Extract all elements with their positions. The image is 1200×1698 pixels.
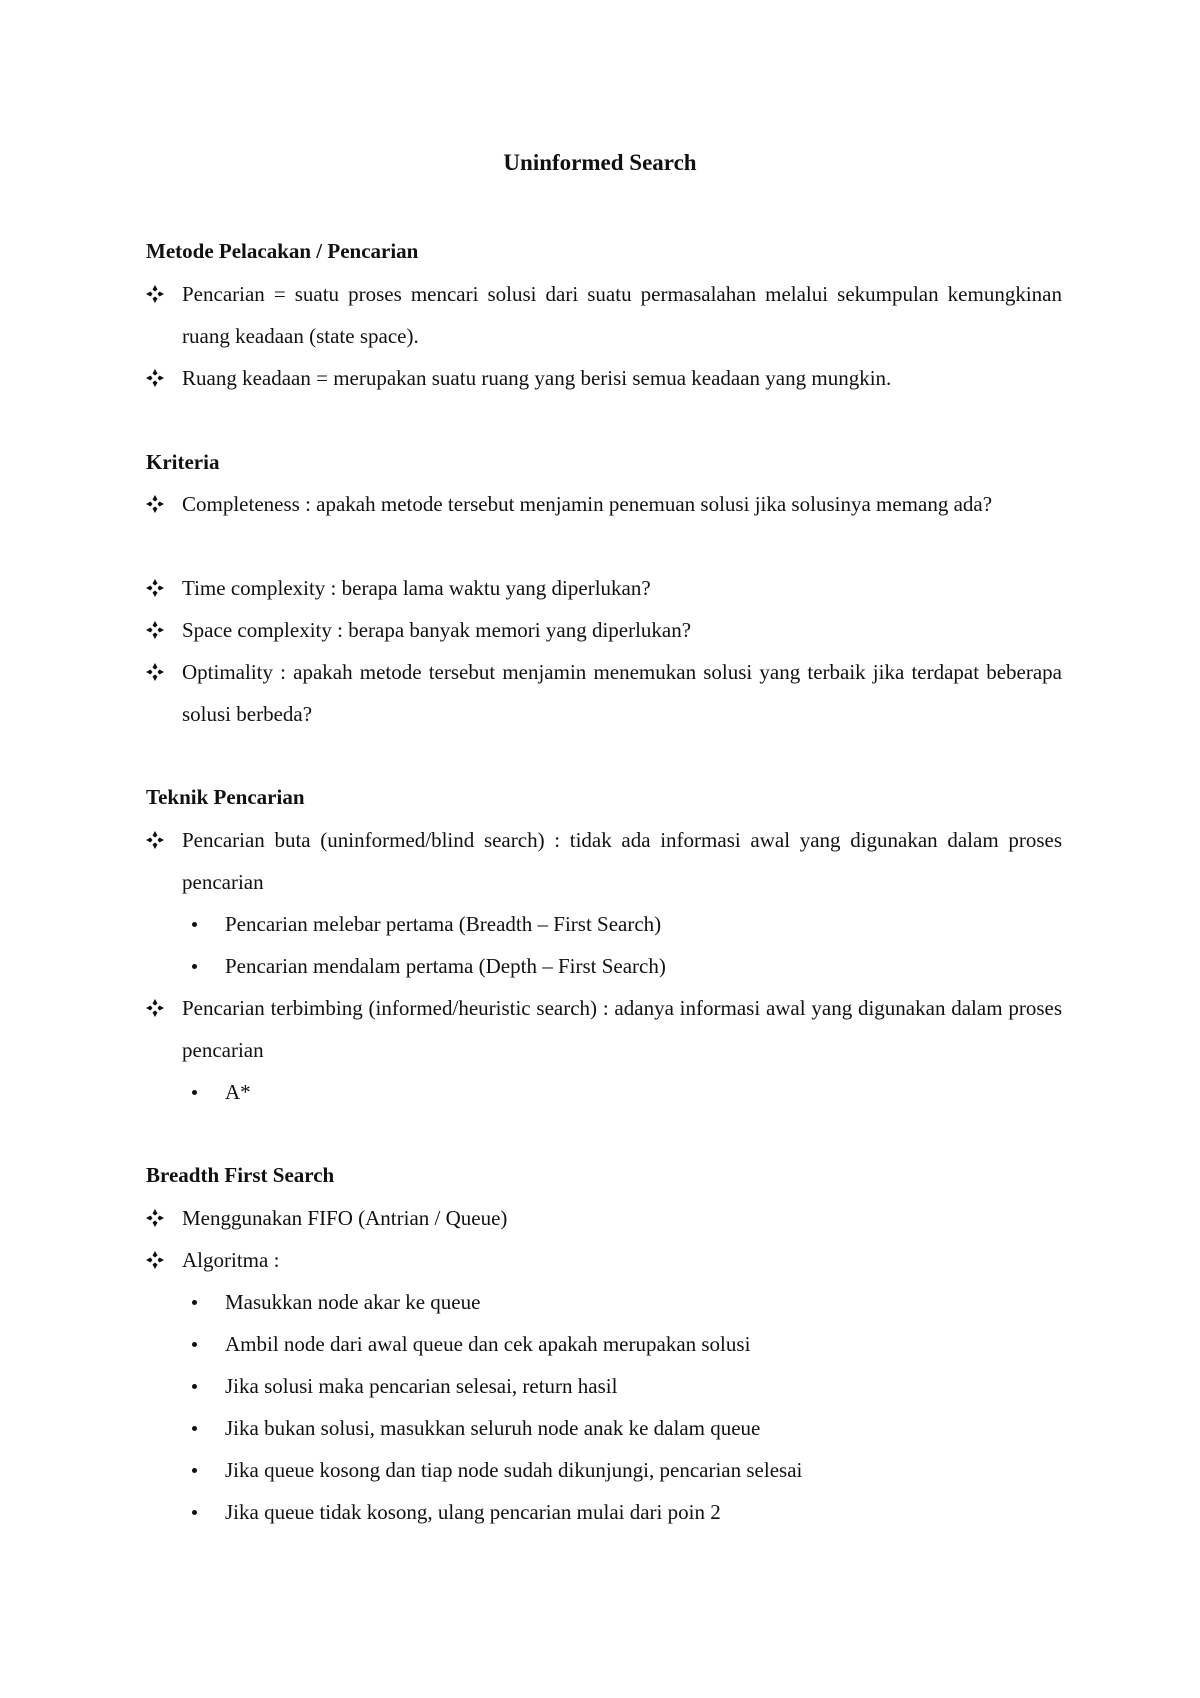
list-item-text: Completeness : apakah metode tersebut menjamin penemuan solusi jika solusinya memang ada? [182,492,993,516]
section-heading-teknik: Teknik Pencarian [146,785,305,809]
diamond-bullet-icon [146,567,182,609]
list-item-text: Pencarian terbimbing (informed/heuristic search) : adanya informasi awal yang digunakan dalam proses pencarian [182,996,1062,1062]
list-item [146,357,1062,399]
list-item [146,483,1062,525]
document-title: Uninformed Search [503,150,697,175]
list-item [146,609,1062,651]
diamond-bullet-icon [146,819,182,861]
bullet-dot-icon [185,1491,225,1533]
bullet-dot-icon [185,1365,225,1407]
sub-list-item-text: Pencarian melebar pertama (Breadth – First Search) [225,912,662,936]
list-item [146,1197,1062,1239]
sub-list-item-text: Jika queue kosong dan tiap node sudah dikunjungi, pencarian selesai [225,1458,803,1482]
sub-list-item [185,903,1062,945]
bullet-dot-icon [185,1449,225,1491]
sub-list-item [185,1281,1062,1323]
list-item [146,987,1062,1071]
bullet-dot-icon [185,1071,225,1113]
diamond-bullet-icon [146,651,182,693]
diamond-bullet-icon [146,1197,182,1239]
list-item [146,651,1062,735]
section-heading-kriteria: Kriteria [146,450,220,474]
list-item [146,273,1062,357]
list-item-text: Time complexity : berapa lama waktu yang diperlukan? [182,576,651,600]
sub-list-item [185,1323,1062,1365]
list-item-text: Ruang keadaan = merupakan suatu ruang yang berisi semua keadaan yang mungkin. [182,366,892,390]
sub-list-item-text: Pencarian mendalam pertama (Depth – First Search) [225,954,666,978]
section-heading-bfs: Breadth First Search [146,1163,335,1187]
list-item [146,567,1062,609]
bullet-dot-icon [185,1281,225,1323]
sub-list-item [185,1365,1062,1407]
list-item-text: Menggunakan FIFO (Antrian / Queue) [182,1206,508,1230]
diamond-bullet-icon [146,357,182,399]
diamond-bullet-icon [146,1239,182,1281]
list-item-text: Optimality : apakah metode tersebut menjamin menemukan solusi yang terbaik jika terdapat beberapa solusi berbeda? [182,660,1062,726]
bullet-dot-icon [185,1323,225,1365]
sub-list-item [185,945,1062,987]
sub-list-item [185,1449,1062,1491]
list-item-text: Space complexity : berapa banyak memori yang diperlukan? [182,618,692,642]
diamond-bullet-icon [146,987,182,1029]
diamond-bullet-icon [146,609,182,651]
list-item [146,1239,1062,1281]
diamond-bullet-icon [146,483,182,525]
diamond-bullet-icon [146,273,182,315]
sub-list-item [185,1407,1062,1449]
bullet-dot-icon [185,1407,225,1449]
sub-list-item-text: A* [225,1080,251,1104]
bullet-dot-icon [185,903,225,945]
sub-list-item-text: Jika bukan solusi, masukkan seluruh node anak ke dalam queue [225,1416,761,1440]
list-item-text: Pencarian = suatu proses mencari solusi dari suatu permasalahan melalui sekumpulan kemungkinan ruang keadaan (state space). [182,282,1062,348]
sub-list-item-text: Ambil node dari awal queue dan cek apakah merupakan solusi [225,1332,751,1356]
sub-list-item [185,1071,1062,1113]
list-item-text: Algoritma : [182,1248,280,1272]
bullet-dot-icon [185,945,225,987]
sub-list-item-text: Masukkan node akar ke queue [225,1290,481,1314]
sub-list-item-text: Jika queue tidak kosong, ulang pencarian mulai dari poin 2 [225,1500,721,1524]
section-heading-metode: Metode Pelacakan / Pencarian [146,239,419,263]
list-item [146,819,1062,903]
sub-list-item [185,1491,1062,1533]
sub-list-item-text: Jika solusi maka pencarian selesai, return hasil [225,1374,618,1398]
list-item-text: Pencarian buta (uninformed/blind search) : tidak ada informasi awal yang digunakan dalam proses pencarian [182,828,1062,894]
